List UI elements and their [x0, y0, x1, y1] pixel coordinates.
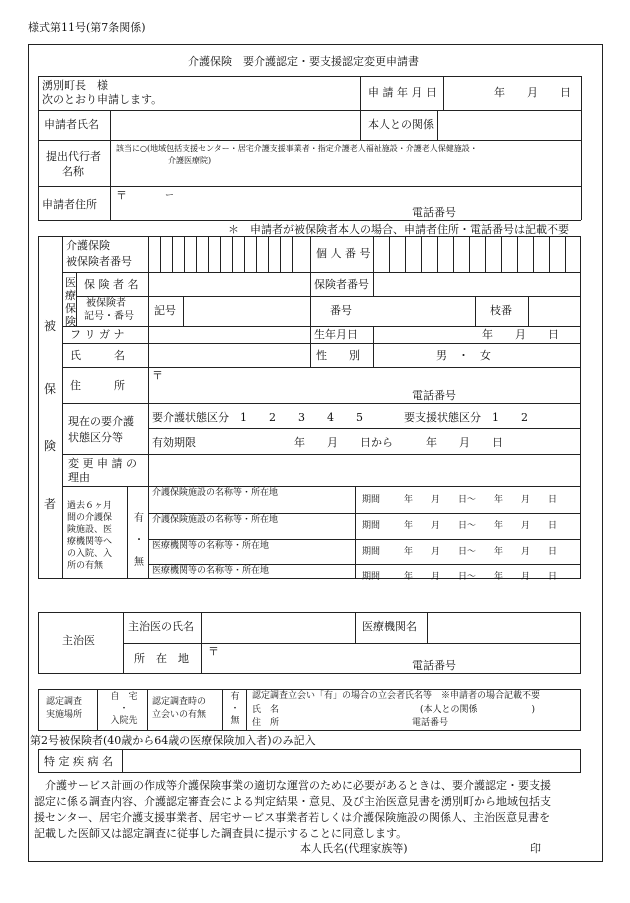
hospital-label-2: 医療機関等の名称等・所在地 — [152, 566, 270, 576]
application-date-label: 申 請 年 月 日 — [368, 86, 437, 99]
facility-label-1: 介護保険施設の名称等・所在地 — [152, 488, 279, 498]
intro-text: 次のとおり申請します。 — [42, 93, 163, 106]
valid-label: 有効期限 — [152, 436, 196, 449]
signature-label: 本人氏名(代理家族等) — [300, 842, 408, 855]
kigou-label: 記号 — [154, 304, 176, 317]
applicant-name-field[interactable] — [112, 112, 358, 138]
presence-options[interactable]: 有 ・ 無 — [230, 692, 240, 726]
reason-label-2: 理由 — [68, 471, 90, 484]
address-postal: 〒 — [152, 369, 163, 382]
form-number: 様式第11号(第7条関係) — [28, 21, 146, 34]
sex-options[interactable]: 男 ・ 女 — [436, 349, 491, 362]
support-level-options[interactable]: 要支援状態区分 1 2 — [404, 411, 528, 424]
doctor-name-label: 主治医の氏名 — [128, 620, 194, 633]
period-label: 期間 — [362, 521, 381, 531]
witness-name-label: 氏 名 — [252, 705, 280, 715]
period-range[interactable]: 年 月 日～ 年 月 日 — [404, 572, 558, 582]
period-range[interactable]: 年 月 日～ 年 月 日 — [404, 521, 558, 531]
agent-note-2: 介護医療院) — [168, 156, 212, 165]
doctor-postal: 〒 — [208, 645, 219, 658]
period-range[interactable]: 年 月 日～ 年 月 日 — [404, 495, 558, 505]
form-title: 介護保険 要介護認定・要支援認定変更申請書 — [188, 55, 419, 68]
med-no-label: 被保険者 — [86, 298, 126, 309]
postal-dash: ー — [165, 191, 175, 201]
survey-place-label-2: 実施場所 — [46, 710, 83, 720]
valid-range[interactable]: 年 月 日から 年 月 日 — [294, 436, 503, 449]
witness-relation: (本人との関係 ) — [420, 705, 536, 715]
addressee: 湧別町長 様 — [42, 79, 108, 92]
birthdate-field[interactable]: 年 月 日 — [482, 328, 559, 341]
consent-text: 認定に係る調査内容、介護認定審査会による判定結果・意見、及び主治医意見書を湧別町から地域包括支 — [34, 795, 551, 808]
care-level-options[interactable]: 要介護状態区分 1 2 3 4 5 — [152, 411, 363, 424]
doctor-phone-label: 電話番号 — [412, 659, 456, 672]
agent-note: 該当に○(地域包括支援センター・居宅介護支援事業者・指定介護老人福祉施設・介護老人保健施設・ — [116, 144, 478, 153]
med-no-label-2: 記号・番号 — [84, 311, 134, 322]
address-phone-label: 電話番号 — [412, 389, 456, 402]
edaban-label: 枝番 — [490, 304, 512, 317]
hospital-name-label: 医療機関名 — [362, 620, 417, 633]
doctor-label: 主治医 — [62, 634, 95, 647]
second-insured-note: 第2号被保険者(40歳から64歳の医療保険加入者)のみ記入 — [30, 734, 316, 747]
ins-no-label: 介護保険 — [66, 239, 110, 252]
period-label: 期間 — [362, 572, 381, 582]
consent-text: 援センター、居宅介護支援事業者、居宅サービス事業者若しくは介護保険施設の関係人、主治医意見書を — [34, 811, 551, 824]
seal-mark: 印 — [530, 842, 541, 855]
disease-label: 特 定 疾 病 名 — [44, 755, 113, 768]
applicant-name-label: 申請者氏名 — [44, 118, 99, 131]
past-6-months-options[interactable]: 有 ・ 無 — [134, 513, 144, 568]
current-level-label: 現在の要介護 — [68, 415, 134, 428]
insurer-no-label: 保険者番号 — [314, 278, 369, 291]
past-6-months-label: 過去６ヶ月 間の介護保 険施設、医 療機関等へ の入院、入 所の有無 — [67, 501, 113, 571]
disease-row — [38, 749, 581, 773]
address-label: 住 所 — [70, 379, 125, 392]
my-number-label: 個 人 番 号 — [316, 247, 371, 260]
med-ins-vertical-label: 医 療 保 険 — [65, 276, 76, 328]
bangou-label: 番号 — [330, 304, 352, 317]
period-range[interactable]: 年 月 日～ 年 月 日 — [404, 547, 558, 557]
furigana-label: フ リ ガ ナ — [70, 328, 125, 341]
witness-address-label: 住 所 — [252, 718, 280, 728]
side-label: 険 — [44, 439, 57, 453]
location-label: 所 在 地 — [134, 652, 189, 665]
period-label: 期間 — [362, 495, 381, 505]
consent-text: 記載した医師又は認定調査に従事した調査員に提示することに同意します。 — [34, 827, 408, 840]
birthdate-label: 生年月日 — [314, 328, 358, 341]
hospital-label-1: 医療機関等の名称等・所在地 — [152, 541, 270, 551]
witness-note: 認定調査立会い「有」の場合の立会者氏名等 ※申請者の場合記載不要 — [252, 691, 541, 701]
presence-label: 認定調査時の — [152, 697, 207, 707]
application-date-field[interactable]: 年 月 日 — [494, 86, 571, 99]
facility-label-2: 介護保険施設の名称等・所在地 — [152, 515, 279, 525]
survey-place-options[interactable]: 自 宅 ・ 入院先 — [110, 692, 138, 726]
applicant-address-label: 申請者住所 — [42, 198, 97, 211]
phone-label: 電話番号 — [412, 206, 456, 219]
agent-label: 提出代行者 — [46, 150, 101, 163]
side-label: 被 — [44, 319, 57, 333]
survey-place-label: 認定調査 — [46, 697, 83, 707]
current-level-label-2: 状態区分等 — [68, 431, 123, 444]
note-star: ＊ 申請者が被保険者本人の場合、申請者住所・電話番号は記載不要 — [228, 223, 569, 236]
name-label: 氏 名 — [70, 349, 125, 362]
period-label: 期間 — [362, 547, 381, 557]
agent-label-2: 名称 — [62, 165, 84, 178]
witness-phone-label: 電話番号 — [412, 718, 449, 728]
sex-label: 性 別 — [316, 349, 360, 362]
reason-label: 変 更 申 請 の — [68, 457, 137, 470]
postal-mark: 〒 — [116, 189, 127, 202]
presence-label-2: 立会いの有無 — [152, 710, 207, 720]
relation-label: 本人との関係 — [368, 118, 434, 131]
consent-text: 介護サービス計画の作成等介護保険事業の適切な運営のために必要があるときは、要介護認定・要支援 — [34, 779, 551, 792]
ins-no-label-2: 被保険者番号 — [66, 255, 132, 268]
side-label: 者 — [44, 497, 57, 511]
insurer-name-label: 保 険 者 名 — [84, 278, 139, 291]
side-label: 保 — [44, 382, 57, 396]
